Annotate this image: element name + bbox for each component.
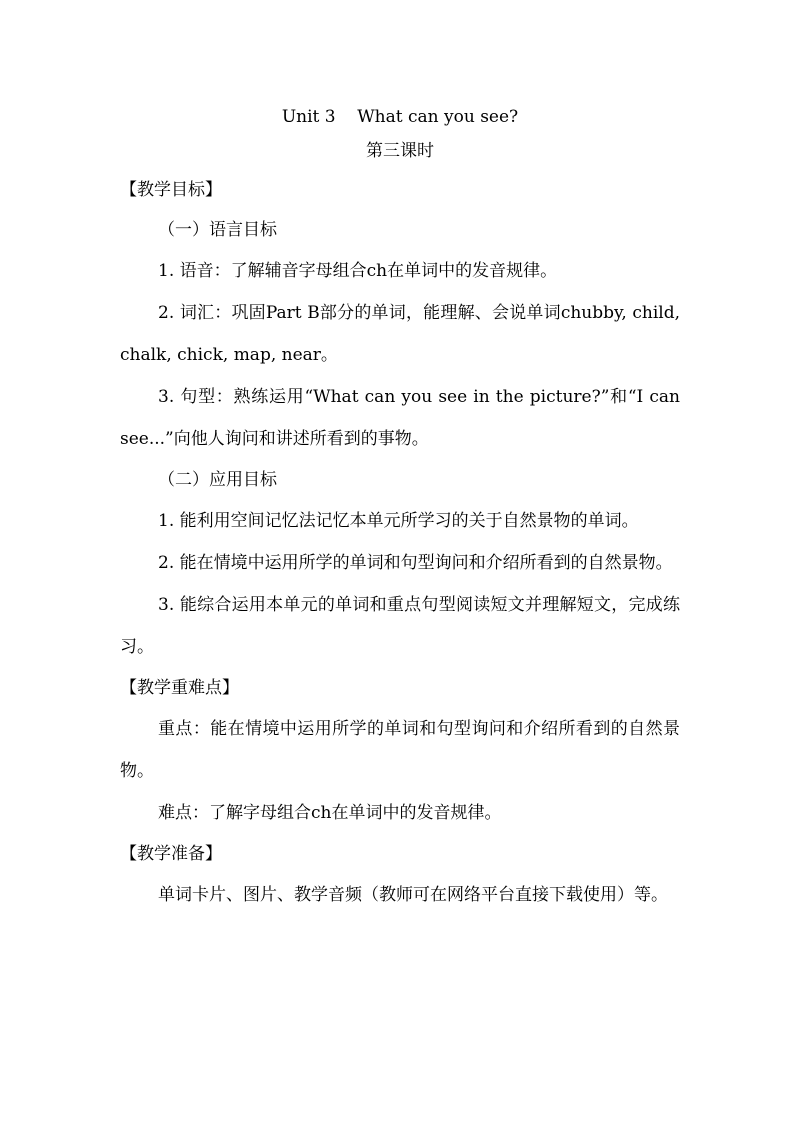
application-objective-2: 2. 能在情境中运用所学的单词和句型询问和介绍所看到的自然景物。 — [158, 553, 673, 573]
language-objective-2: 2. 词汇：巩固Part B部分的单词，能理解、会说单词chubby, child, chalk, chick, map, near。 — [120, 303, 680, 365]
objectives-heading: 【教学目标】 — [120, 180, 222, 200]
application-objectives-heading: （二）应用目标 — [158, 470, 277, 490]
language-objective-3: 3. 句型：熟练运用“What can you see in the picture?”和“I can see...”向他人询问和讲述所看到的事物。 — [120, 387, 680, 449]
preparation-item: 单词卡片、图片、教学音频（教师可在网络平台直接下载使用）等。 — [158, 885, 668, 905]
key-points-heading: 【教学重难点】 — [120, 678, 239, 698]
application-objective-3: 3. 能综合运用本单元的单词和重点句型阅读短文并理解短文，完成练习。 — [120, 595, 680, 657]
language-objective-1: 1. 语音：了解辅音字母组合ch在单词中的发音规律。 — [158, 261, 558, 281]
document-title: Unit 3 What can you see? — [281, 107, 519, 127]
lesson-subtitle: 第三课时 — [366, 141, 434, 161]
key-point-focus: 重点：能在情境中运用所学的单词和句型询问和介绍所看到的自然景物。 — [120, 719, 680, 781]
document-body — [120, 100, 680, 916]
key-point-difficulty: 难点：了解字母组合ch在单词中的发音规律。 — [158, 803, 502, 823]
preparation-heading: 【教学准备】 — [120, 844, 222, 864]
language-objectives-heading: （一）语言目标 — [158, 220, 277, 240]
application-objective-1: 1. 能利用空间记忆法记忆本单元所学习的关于自然景物的单词。 — [158, 511, 639, 531]
